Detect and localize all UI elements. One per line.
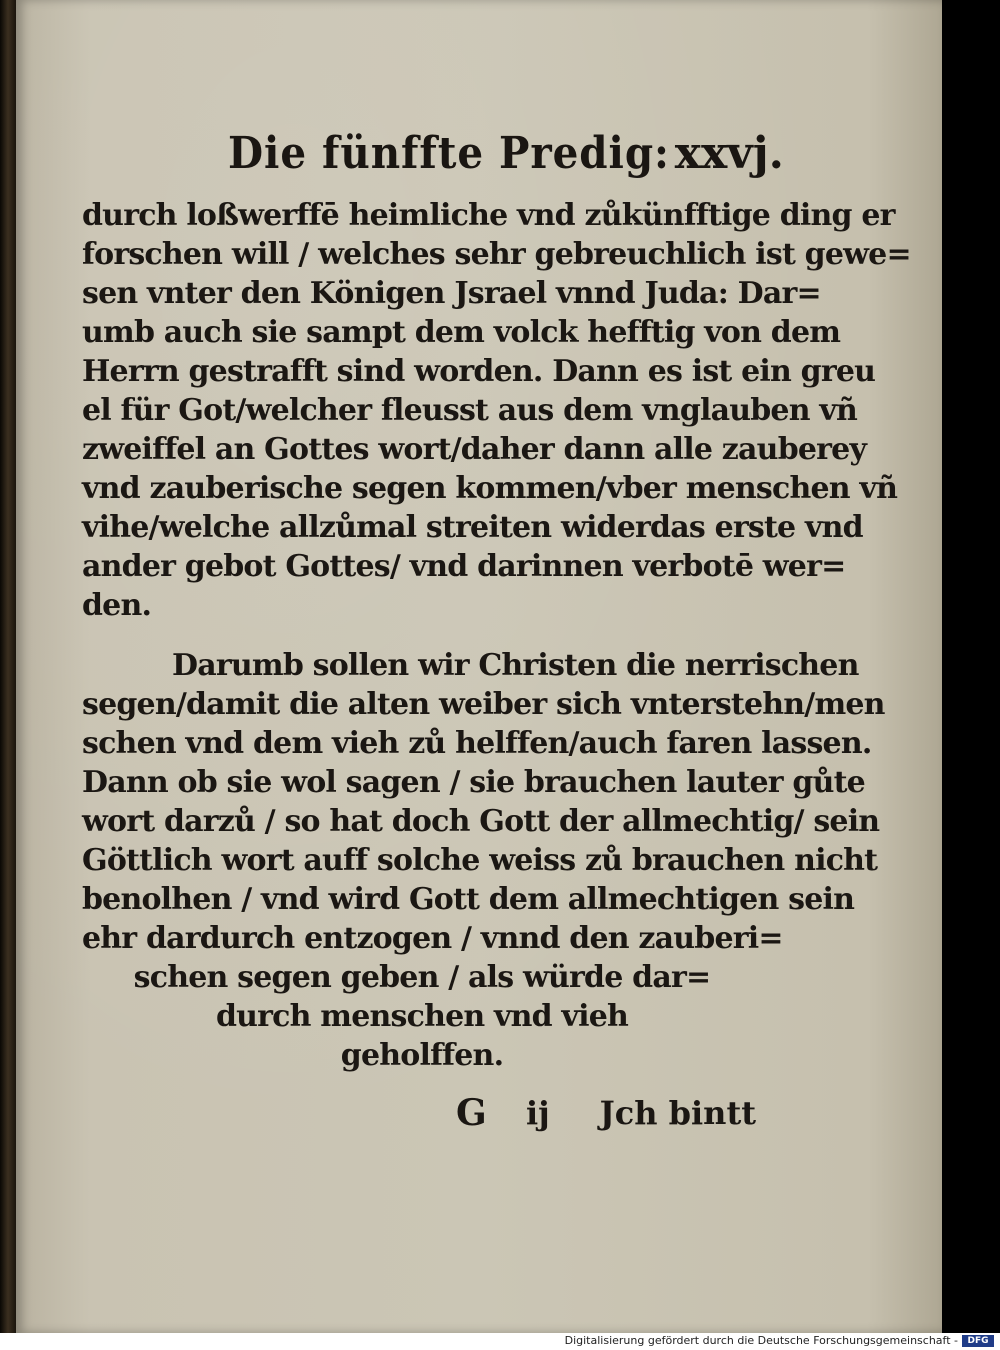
text-line: vihe/welche allzůmal streiten widerdas erste vnd (82, 510, 863, 545)
text-line: vnd zauberische segen kommen/vber menschen vñ (82, 471, 898, 506)
credit-text: Digitalisierung gefördert durch die Deutsche Forschungsgemeinschaft - (564, 1334, 958, 1347)
scan-border (942, 0, 1000, 1333)
running-head: Die fünffte Predig: (228, 128, 670, 179)
text-line: Göttlich wort auff solche weiss zů brauchen nicht (82, 843, 878, 878)
signature-letter: G (456, 1092, 487, 1134)
text-line: Darumb sollen wir Christen die nerrischen (172, 648, 859, 683)
text-line: umb auch sie sampt dem volck hefftig von dem (82, 315, 841, 350)
text-line: geholffen. (340, 1038, 504, 1073)
catchword: Jch bintt (599, 1094, 756, 1132)
page-header (228, 128, 784, 188)
book-gutter-edge (0, 0, 16, 1333)
text-line: wort darzů / so hat doch Gott der allmechtig/ sein (82, 804, 880, 839)
paragraph-1 (82, 196, 911, 625)
text-line: forschen will / welches sehr gebreuchlich ist gewe= (82, 237, 911, 272)
text-line: sen vnter den Königen Jsrael vnnd Juda: Dar= (82, 276, 821, 311)
paragraph-2 (82, 646, 885, 1075)
text-line: schen segen geben / als würde dar= (133, 960, 711, 995)
text-line: Herrn gestrafft sind worden. Dann es ist ein greu (82, 354, 876, 389)
text-line: ander gebot Gottes/ vnd darinnen verbotē wer= (82, 549, 846, 584)
text-line: Dann ob sie wol sagen / sie brauchen lauter gůte (82, 765, 865, 800)
text-line: schen vnd dem vieh zů helffen/auch faren lassen. (82, 726, 872, 761)
text-line: benolhen / vnd wird Gott dem allmechtigen sein (82, 882, 855, 917)
dfg-logo: DFG (962, 1335, 994, 1347)
text-line: den. (82, 588, 152, 623)
text-line: el für Got/welcher fleusst aus dem vnglauben vñ (82, 393, 858, 428)
text-line: durch menschen vnd vieh (215, 999, 629, 1034)
text-line: segen/damit die alten weiber sich vnterstehn/men (82, 687, 885, 722)
book-page (16, 0, 942, 1333)
text-line: zweiffel an Gottes wort/daher dann alle zauberey (82, 432, 867, 467)
folio-number: xxvj. (674, 128, 784, 179)
text-line: ehr dardurch entzogen / vnnd den zauberi= (82, 921, 783, 956)
text-line: durch loßwerffē heimliche vnd zůkünfftige ding er (82, 198, 895, 233)
signature-number: ij (526, 1094, 550, 1132)
page-footer (456, 1092, 756, 1142)
credit-bar (0, 1333, 1000, 1350)
